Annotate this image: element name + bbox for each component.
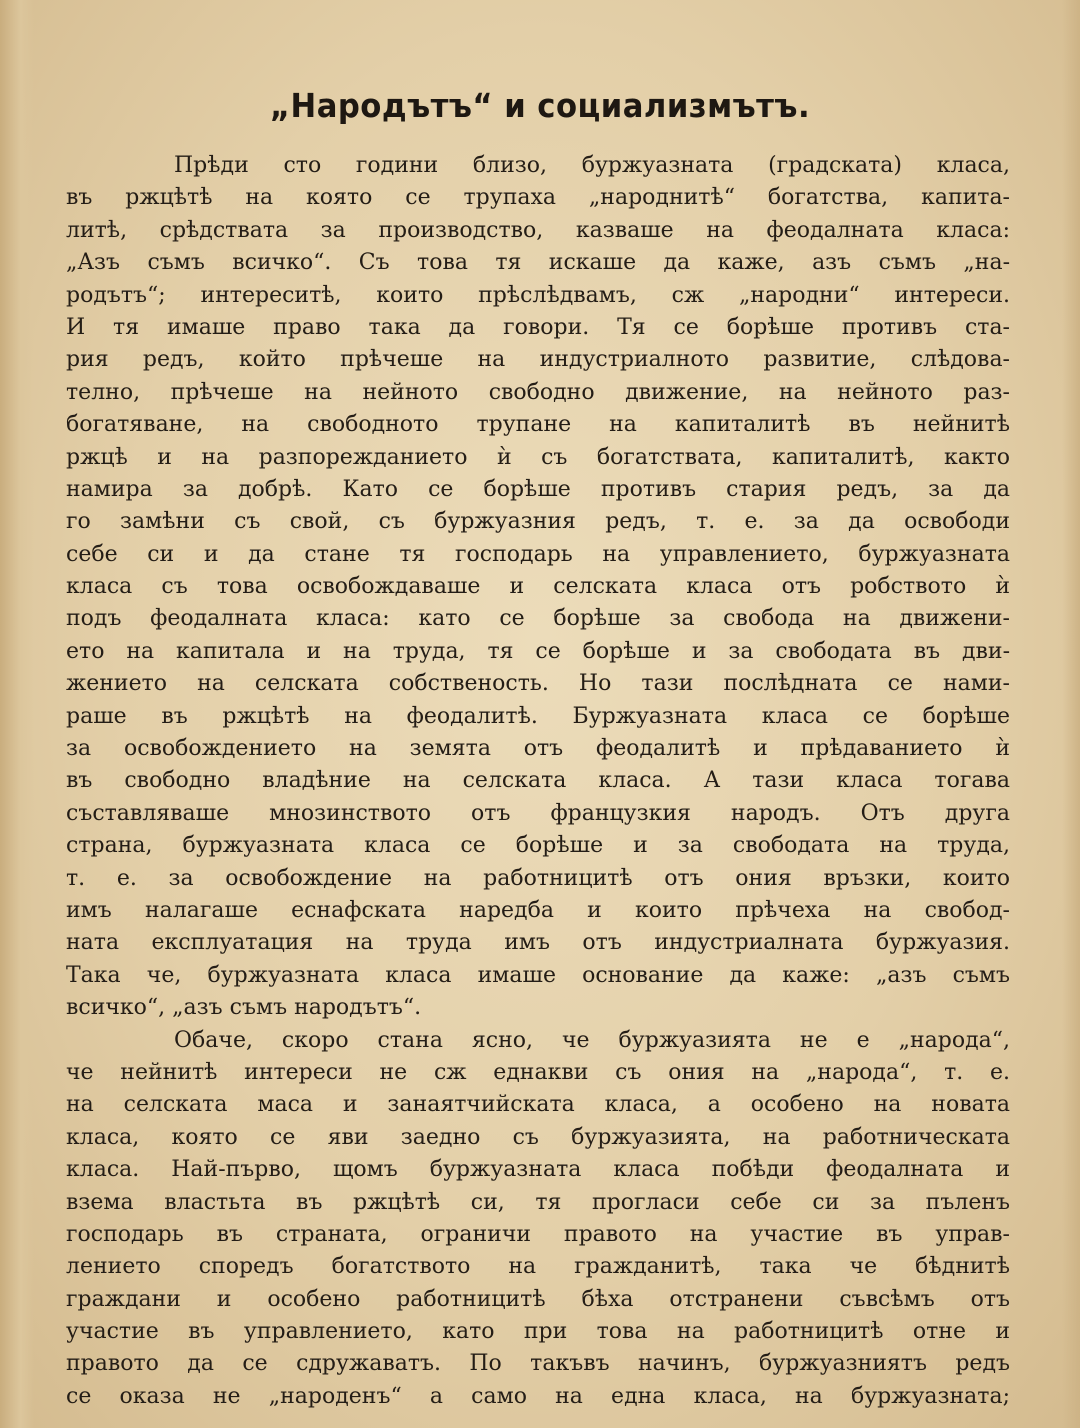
text-line: за освобождението на земята отъ феодалитѣ и прѣдаванието ѝ	[66, 736, 1010, 762]
text-line: се оказа не „народенъ“ а само на една класа, на буржуазната;	[66, 1383, 1010, 1409]
text-line: Така че, буржуазната класа имаше основание да каже: „азъ съмъ	[66, 962, 1010, 988]
text-line: себе си и да стане тя господарь на управлението, буржуазната	[66, 541, 1010, 567]
text-line: на селската маса и занаятчийската класа, а особено на новата	[66, 1092, 1010, 1118]
text-line: родътъ“; интереситѣ, които прѣслѣдвамъ, сж „народни“ интереси.	[66, 282, 1010, 308]
text-line: богатяване, на свободното трупане на капиталитѣ въ нейнитѣ	[66, 412, 1010, 438]
text-line: господарь въ страната, ограничи правото на участие въ управ-	[66, 1221, 1010, 1247]
text-line: правото да се сдружаватъ. По такъвъ начинъ, буржуазниятъ редъ	[66, 1351, 1010, 1377]
text-line: въ свободно владѣние на селската класа. А тази класа тогава	[66, 768, 1010, 794]
text-line: „Азъ съмъ всичко“. Съ това тя искаше да каже, азъ съмъ „на-	[66, 250, 1010, 276]
text-line: взема властьта въ ржцѣтѣ си, тя прогласи себе си за пъленъ	[66, 1189, 1010, 1215]
text-line: литѣ, срѣдствата за производство, казваше на феодалната класа:	[66, 217, 1010, 243]
page-edge-shadow	[1062, 0, 1080, 1428]
text-line: Обаче, скоро стана ясно, че буржуазията не е „народа“,	[174, 1027, 1010, 1053]
text-line: лението споредъ богатството на гражданитѣ, така че бѣднитѣ	[66, 1254, 1010, 1280]
page-title: „Народътъ“ и социализмътъ.	[269, 86, 811, 125]
text-line: граждани и особено работницитѣ бѣха отстранени съвсѣмъ отъ	[66, 1286, 1010, 1312]
text-line: Прѣди сто години близо, буржуазната (градската) класа,	[174, 153, 1010, 178]
text-line: че нейнитѣ интереси не сж еднакви съ ония на „народа“, т. е.	[66, 1059, 1010, 1085]
text-line: жението на селската собственость. Но тази послѣдната се нами-	[66, 671, 1010, 697]
text-line: ржцѣ и на разпорежданието ѝ съ богатствата, капиталитѣ, както	[66, 444, 1010, 470]
text-line: телно, прѣчеше на нейното свободно движение, на нейното раз-	[66, 379, 1010, 405]
text-line: подъ феодалната класа: като се борѣше за свобода на движени-	[66, 606, 1010, 632]
text-line: раше въ ржцѣтѣ на феодалитѣ. Буржуазната класа се борѣше	[66, 703, 1010, 729]
text-line: всичко“, „азъ съмъ народътъ“.	[66, 995, 422, 1021]
text-line: страна, буржуазната класа се борѣше и за свободата на труда,	[66, 833, 1010, 859]
text-line: намира за добрѣ. Като се борѣше противъ стария редъ, за да	[66, 476, 1010, 502]
text-line: класа. Най-първо, щомъ буржуазната класа побѣди феодалната и	[66, 1157, 1010, 1183]
text-line: го замѣни съ свой, съ буржуазния редъ, т. е. за да освободи	[66, 509, 1010, 535]
text-line: класа, която се яви заедно съ буржуазията, на работническата	[66, 1124, 1010, 1150]
text-line: имъ налагаше еснафската наредба и които прѣчеха на свобод-	[66, 897, 1010, 923]
text-line: съставляваше мнозинството отъ французкия народъ. Отъ друга	[66, 800, 1010, 826]
text-line: рия редъ, който прѣчеше на индустриалното развитие, слѣдова-	[66, 347, 1010, 373]
text-line: ната експлуатация на труда имъ отъ индустриалната буржуазия.	[66, 930, 1010, 956]
text-line: участие въ управлението, като при това на работницитѣ отне и	[66, 1319, 1010, 1345]
text-line: И тя имаше право така да говори. Тя се борѣше противъ ста-	[66, 314, 1010, 340]
text-line: класа съ това освобождаваше и селската класа отъ робството ѝ	[66, 574, 1010, 600]
article-body	[66, 150, 1010, 1413]
text-line: т. е. за освобождение на работницитѣ отъ ония връзки, които	[66, 865, 1010, 891]
page-gutter-shadow	[0, 0, 34, 1428]
text-line: ето на капитала и на труда, тя се борѣше и за свободата въ дви-	[66, 638, 1010, 664]
text-line: въ ржцѣтѣ на която се трупаха „народнитѣ“ богатства, капита-	[66, 185, 1010, 211]
